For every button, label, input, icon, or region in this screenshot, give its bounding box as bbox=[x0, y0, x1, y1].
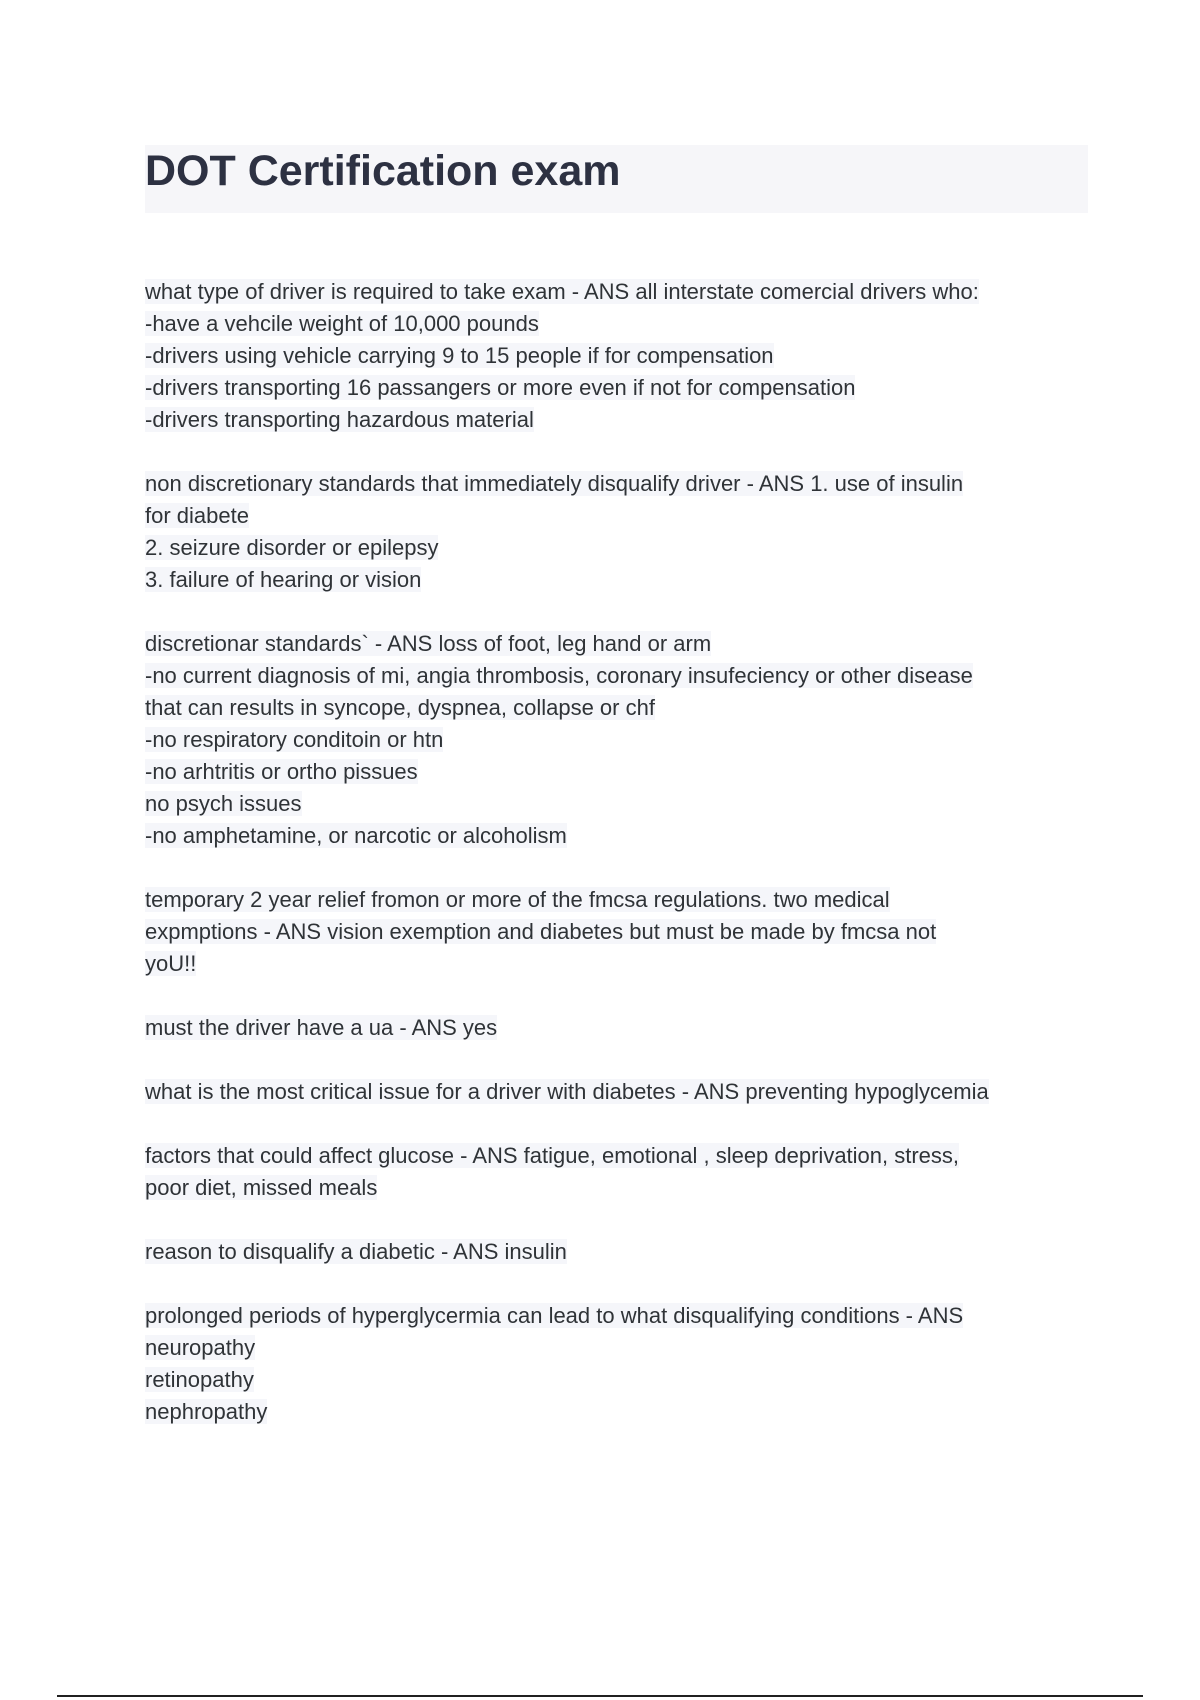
title-banner bbox=[145, 145, 1088, 213]
qa-entry bbox=[145, 1012, 1095, 1044]
qa-line: expmptions - ANS vision exemption and diabetes but must be made by fmcsa not bbox=[145, 919, 937, 944]
qa-line: poor diet, missed meals bbox=[145, 1175, 378, 1200]
qa-line: 2. seizure disorder or epilepsy bbox=[145, 535, 439, 560]
qa-line: what is the most critical issue for a driver with diabetes - ANS preventing hypoglycemia bbox=[145, 1079, 989, 1104]
qa-line: -drivers transporting hazardous material bbox=[145, 407, 534, 432]
qa-line: -no respiratory conditoin or htn bbox=[145, 727, 444, 752]
qa-entry bbox=[145, 468, 1095, 596]
qa-line: must the driver have a ua - ANS yes bbox=[145, 1015, 498, 1040]
qa-line: -no arhtritis or ortho pissues bbox=[145, 759, 418, 784]
qa-entry bbox=[145, 884, 1095, 980]
qa-entry bbox=[145, 628, 1095, 852]
qa-line: prolonged periods of hyperglycermia can lead to what disqualifying conditions - ANS bbox=[145, 1303, 964, 1328]
qa-line: for diabete bbox=[145, 503, 249, 528]
qa-entry bbox=[145, 1076, 1095, 1108]
qa-line: discretionar standards` - ANS loss of foot, leg hand or arm bbox=[145, 631, 712, 656]
qa-line: -no amphetamine, or narcotic or alcoholism bbox=[145, 823, 567, 848]
qa-entry bbox=[145, 1300, 1095, 1428]
qa-entry bbox=[145, 1140, 1095, 1204]
qa-line: that can results in syncope, dyspnea, collapse or chf bbox=[145, 695, 655, 720]
qa-entry bbox=[145, 276, 1095, 436]
qa-line: temporary 2 year relief fromon or more of the fmcsa regulations. two medical bbox=[145, 887, 890, 912]
qa-entry bbox=[145, 1236, 1095, 1268]
qa-line: nephropathy bbox=[145, 1399, 268, 1424]
qa-line: what type of driver is required to take exam - ANS all interstate comercial drivers who: bbox=[145, 279, 979, 304]
qa-line: -have a vehcile weight of 10,000 pounds bbox=[145, 311, 539, 336]
qa-line: -drivers using vehicle carrying 9 to 15 people if for compensation bbox=[145, 343, 774, 368]
qa-line: 3. failure of hearing or vision bbox=[145, 567, 422, 592]
qa-line: retinopathy bbox=[145, 1367, 254, 1392]
qa-list bbox=[145, 276, 1095, 1460]
qa-line: reason to disqualify a diabetic - ANS insulin bbox=[145, 1239, 567, 1264]
qa-line: -drivers transporting 16 passangers or more even if not for compensation bbox=[145, 375, 856, 400]
page-bottom-rule bbox=[57, 1695, 1143, 1697]
qa-line: -no current diagnosis of mi, angia thrombosis, coronary insufeciency or other disease bbox=[145, 663, 973, 688]
qa-line: no psych issues bbox=[145, 791, 302, 816]
qa-line: yoU!! bbox=[145, 951, 197, 976]
qa-line: non discretionary standards that immediately disqualify driver - ANS 1. use of insulin bbox=[145, 471, 964, 496]
qa-line: neuropathy bbox=[145, 1335, 256, 1360]
qa-line: factors that could affect glucose - ANS fatigue, emotional , sleep deprivation, stress, bbox=[145, 1143, 960, 1168]
page-title: DOT Certification exam bbox=[145, 147, 621, 195]
